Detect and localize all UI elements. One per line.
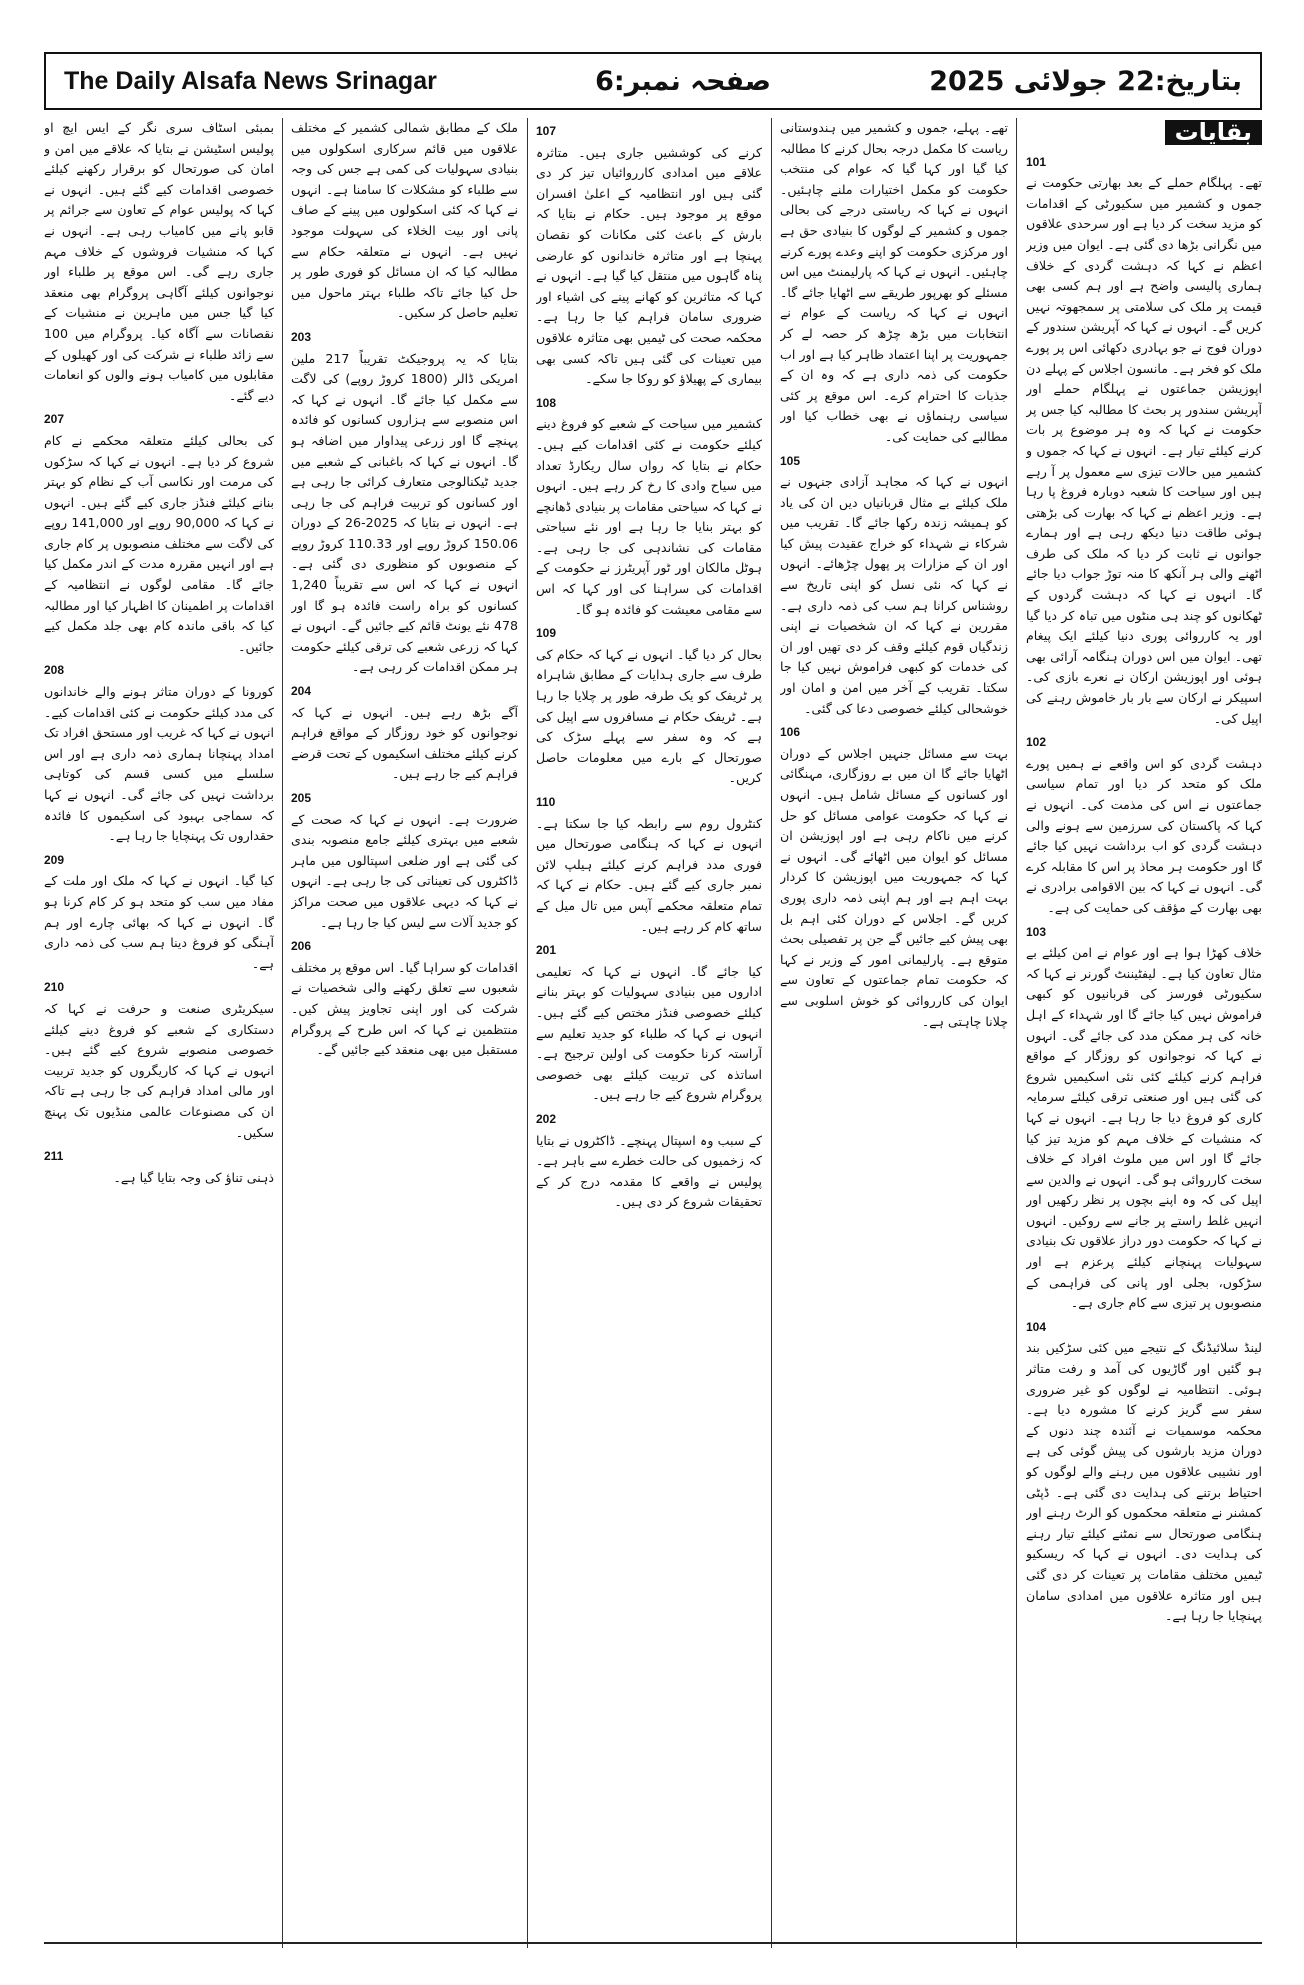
article-text: بتایا کہ یہ پروجیکٹ تقریباً 217 ملین امریکی ڈالر (1800 کروڑ روپے) کی لاگت سے مکمل کیا جائے گا۔ انہوں نے کہا کہ اس منصوبے سے ہزاروں کسانوں کو فائدہ پہنچے گا اور زرعی پیداوار میں اضافہ ہو گا۔ انہوں نے کہا کہ باغبانی کے شعبے میں جدید ٹیکنالوجی متعارف کرائی جا رہی ہے اور کسانوں کو تربیت فراہم کی جا رہی ہے۔ انہوں نے بتایا کہ 2025-26 کے دوران 150.06 کروڑ روپے اور 110.33 کروڑ روپے کے منصوبوں کو منظوری دی گئی ہے۔ انہوں نے کہا کہ اس سے تقریباً 1,240 کسانوں کو براہ راست فائدہ ہو گا اور 478 نئے یونٹ قائم کیے جائیں گے۔ انہوں نے کہا کہ زرعی شعبے کی ترقی کیلئے حکومت ہر ممکن اقدامات کر رہی ہے۔ <box>291 350 518 675</box>
article-number: 208 <box>44 663 65 678</box>
column-divider <box>771 118 772 1948</box>
article-number: 202 <box>536 1111 557 1126</box>
column-divider <box>1016 118 1017 1948</box>
column-5 <box>44 118 274 1948</box>
article-number: 203 <box>291 329 312 344</box>
article-number: 201 <box>536 943 557 958</box>
date-label: بتاریخ:22 جولائی 2025 <box>929 65 1242 97</box>
article-number: 106 <box>780 725 801 740</box>
article-text: کی بحالی کیلئے متعلقہ محکمے نے کام شروع کر دیا ہے۔ انہوں نے کہا کہ سڑکوں کی مرمت اور نکاسی آب کے نظام کو بہتر بنانے کیلئے فنڈز جاری کیے گئے ہیں۔ انہوں نے کہا کہ 90,000 روپے اور 141,000 روپے کی لاگت سے مختلف منصوبوں پر کام جاری ہے اور انہیں مقررہ مدت کے اندر مکمل کیا جائے گا۔ مقامی لوگوں نے انتظامیہ کے اقدامات پر اطمینان کا اظہار کیا اور مطالبہ کیا کہ باقی ماندہ کام بھی جلد مکمل کیے جائیں۔ <box>44 432 274 654</box>
article-text: انہوں نے کہا کہ مجاہد آزادی جنہوں نے ملک کیلئے بے مثال قربانیاں دیں ان کی یاد کو ہمیشہ زندہ رکھا جائے گا۔ تقریب میں شرکاء نے شہداء کو خراج عقیدت پیش کیا اور ان کے مزارات پر پھول چڑھائے۔ انہوں نے کہا کہ نئی نسل کو اپنی تاریخ سے روشناس کرانا ہم سب کی ذمہ داری ہے۔ مقررین نے کہا کہ ان شخصیات نے اپنی زندگیاں قوم کیلئے وقف کر دی تھیں اور ان کی خدمات کو کبھی فراموش نہیں کیا جا سکتا۔ تقریب کے آخر میں امن و امان اور خوشحالی کیلئے خصوصی دعا کی گئی۔ <box>780 474 1008 716</box>
article-number: 206 <box>291 939 312 954</box>
article-text: کے سبب وہ اسپتال پہنچے۔ ڈاکٹروں نے بتایا کہ زخمیوں کی حالت خطرے سے باہر ہے۔ پولیس نے واقعے کا مقدمہ درج کر کے تحقیقات شروع کر دی ہیں۔ <box>536 1132 762 1210</box>
column-1 <box>1026 118 1262 1948</box>
bottom-rule <box>44 1942 1262 1944</box>
article-columns <box>44 118 1262 1948</box>
article-number: 107 <box>536 124 557 138</box>
article-number: 103 <box>1026 924 1047 939</box>
column-2 <box>780 118 1008 1948</box>
article-text: تھے۔ پہلگام حملے کے بعد بھارتی حکومت نے جموں و کشمیر میں سکیورٹی کے اقدامات کو مزید سخت کر دیا ہے اور سرحدی علاقوں میں نگرانی بڑھا دی گئی ہے۔ ایوان میں وزیر اعظم نے کہا کہ دہشت گردی کے خلاف ہماری پالیسی واضح ہے اور ہم کسی بھی قیمت پر ملک کی سلامتی پر سمجھوتہ نہیں کریں گے۔ انہوں نے کہا کہ آپریشن سندور کے دوران فوج نے جو بہادری دکھائی اس پر پورے ملک کو فخر ہے۔ مانسون اجلاس کے پہلے دن اپوزیشن جماعتوں نے پہلگام حملے اور آپریشن سندور پر بحث کا مطالبہ کیا جس پر حکومت نے کہا کہ وہ ہر موضوع پر بات کرنے کیلئے تیار ہے۔ انہوں نے کہا کہ جموں و کشمیر میں حالات تیزی سے معمول پر آ رہے ہیں اور سیاحت کا شعبہ دوبارہ فروغ پا رہا ہے۔ وزیر اعظم نے کہا کہ بھارت کی بڑھتی ہوئی طاقت دنیا دیکھ رہی ہے اور ہمارے جوانوں نے ثابت کر دیا کہ ملک کی طرف اٹھنے والی ہر آنکھ کا منہ توڑ جواب دیا جائے گا۔ انہوں نے کہا کہ دہشت گردوں کے ٹھکانوں کو چند ہی منٹوں میں تباہ کر دیا گیا اور یہ کارروائی پوری دنیا کیلئے ایک پیغام تھی۔ ایوان میں اس دوران ہنگامہ آرائی بھی ہوئی اور اپوزیشن ارکان نے نعرے بازی کی۔ اسپیکر نے ارکان سے بار بار خاموش رہنے کی اپیل کی۔ <box>1026 175 1262 726</box>
column-divider <box>282 118 283 1948</box>
column-4 <box>291 118 518 1948</box>
article-number: 205 <box>291 791 312 805</box>
article-text: آگے بڑھ رہے ہیں۔ انہوں نے کہا کہ نوجوانوں کو خود روزگار کے مواقع فراہم کرنے کیلئے مختلف اسکیموں کے تحت قرضے فراہم کیے جا رہے ہیں۔ <box>291 704 518 782</box>
article-text: کنٹرول روم سے رابطہ کیا جا سکتا ہے۔ انہوں نے کہا کہ ہنگامی صورتحال میں فوری مدد فراہم کرنے کیلئے ہیلپ لائن نمبر جاری کیے گئے ہیں۔ حکام نے کہا کہ تمام متعلقہ محکمے آپس میں تال میل کے ساتھ کام کر رہے ہیں۔ <box>536 815 762 934</box>
page-number-label: صفحہ نمبر:6 <box>595 65 771 97</box>
article-text: خلاف کھڑا ہوا ہے اور عوام نے امن کیلئے بے مثال تعاون کیا ہے۔ لیفٹیننٹ گورنر نے کہا کہ سکیورٹی فورسز کی قربانیوں کو کبھی فراموش نہیں کیا جائے گا اور شہداء کے اہل خانہ کی ہر ممکن مدد کی جائے گی۔ انہوں نے کہا کہ نوجوانوں کو روزگار کے مواقع فراہم کرنے کیلئے کئی نئی اسکیمیں شروع کی گئی ہیں اور صنعتی ترقی کیلئے سرمایہ کاری کو فروغ دیا جا رہا ہے۔ انہوں نے کہا کہ منشیات کے خلاف مہم کو مزید تیز کیا جائے گا اور اس میں ملوث افراد کے خلاف سخت کارروائی ہو گی۔ انہوں نے والدین سے اپیل کی کہ وہ اپنے بچوں پر نظر رکھیں اور انہیں غلط راستے پر جانے سے روکیں۔ انہوں نے کہا کہ حکومت دور دراز علاقوں تک بنیادی سہولیات پہنچانے کیلئے پرعزم ہے اور سڑکوں، بجلی اور پانی کی فراہمی کے منصوبوں پر تیزی سے کام جاری ہے۔ <box>1026 945 1262 1311</box>
article-text: کیا جائے گا۔ انہوں نے کہا کہ تعلیمی اداروں میں بنیادی سہولیات کو بہتر بنانے کیلئے خصوصی فنڈز مختص کیے گئے ہیں۔ انہوں نے کہا کہ طلباء کو جدید تعلیم سے آراستہ کرنا حکومت کی اولین ترجیح ہے۔ اساتذہ کی تربیت کیلئے بھی خصوصی پروگرام شروع کیے جا رہے ہیں۔ <box>536 963 762 1103</box>
paper-name: The Daily Alsafa News Srinagar <box>64 66 437 95</box>
column-divider <box>527 118 528 1948</box>
article-number: 109 <box>536 626 557 641</box>
column-3 <box>536 118 762 1948</box>
article-number: 204 <box>291 684 312 699</box>
masthead <box>44 52 1262 110</box>
article-number: 209 <box>44 852 65 867</box>
article-number: 210 <box>44 980 65 995</box>
article-number: 110 <box>536 795 556 809</box>
article-text: بحال کر دیا گیا۔ انہوں نے کہا کہ حکام کی طرف سے جاری ہدایات کے مطابق شاہراہ پر ٹریفک کو یک طرفہ طور پر چلایا جا رہا ہے۔ ٹریفک حکام نے مسافروں سے اپیل کی ہے کہ وہ سفر سے پہلے سڑک کی صورتحال کے بارے میں معلومات حاصل کریں۔ <box>536 646 762 786</box>
article-number: 108 <box>536 395 557 410</box>
article-text: لینڈ سلائیڈنگ کے نتیجے میں کئی سڑکیں بند ہو گئیں اور گاڑیوں کی آمد و رفت متاثر ہوئی۔ انتظامیہ نے لوگوں کو غیر ضروری سفر سے گریز کرنے کا مشورہ دیا ہے۔ محکمہ موسمیات نے آئندہ چند دنوں کے دوران مزید بارشوں کی پیش گوئی کی ہے اور نشیبی علاقوں میں رہنے والے لوگوں کو احتیاط برتنے کی ہدایت دی گئی ہے۔ ڈپٹی کمشنر نے متعلقہ محکموں کو الرٹ رہنے اور ہنگامی صورتحال سے نمٹنے کیلئے تیار رہنے کی ہدایت دی۔ انہوں نے کہا کہ ریسکیو ٹیمیں مختلف مقامات پر تعینات کر دی گئی ہیں اور متاثرہ علاقوں میں امدادی سامان پہنچایا جا رہا ہے۔ <box>1026 1340 1262 1624</box>
article-number: 207 <box>44 412 65 427</box>
article-text: کشمیر میں سیاحت کے شعبے کو فروغ دینے کیلئے حکومت نے کئی اقدامات کیے ہیں۔ حکام نے بتایا کہ رواں سال ریکارڈ تعداد میں سیاح وادی کا رخ کر رہے ہیں۔ انہوں نے کہا کہ سیاحتی مقامات پر بنیادی ڈھانچے کو بہتر بنایا جا رہا ہے اور نئے سیاحتی مقامات کی نشاندہی کی جا رہی ہے۔ ہوٹل مالکان اور ٹور آپریٹرز نے حکومت کے اقدامات کی سراہنا کی اور کہا کہ اس سے مقامی معیشت کو فائدہ ہو گا۔ <box>536 416 762 617</box>
article-text: دہشت گردی کو اس واقعے نے ہمیں پورے ملک کو متحد کر دیا اور تمام سیاسی جماعتوں نے اس کی مذمت کی۔ انہوں نے کہا کہ پاکستان کی سرزمین سے ہونے والی دہشت گردی کو اب برداشت نہیں کیا جائے گا اور حکومت ہر محاذ پر اس کا مقابلہ کرے گی۔ انہوں نے کہا کہ بین الاقوامی برادری نے بھی بھارت کے مؤقف کی حمایت کی ہے۔ <box>1026 755 1262 915</box>
article-text: ضرورت ہے۔ انہوں نے کہا کہ صحت کے شعبے میں بہتری کیلئے جامع منصوبہ بندی کی گئی ہے اور ضلعی اسپتالوں میں ماہر ڈاکٹروں کی تعیناتی کی جا رہی ہے۔ انہوں نے کہا کہ دیہی علاقوں میں صحت مراکز کو جدید آلات سے لیس کیا جا رہا ہے۔ <box>291 811 518 930</box>
article-text: بہت سے مسائل جنہیں اجلاس کے دوران اٹھایا جائے گا ان میں بے روزگاری، مہنگائی اور کسانوں کے مسائل شامل ہیں۔ انہوں نے کہا کہ حکومت عوامی مسائل کو حل کرنے میں ناکام رہی ہے اور اپوزیشن ان مسائل کو ایوان میں اٹھائے گی۔ انہوں نے کہا کہ جمہوریت میں اپوزیشن کا کردار بہت اہم ہے اور ہم اپنی ذمہ داری پوری کریں گے۔ اجلاس کے دوران کئی اہم بل بھی پیش کیے جائیں گے جن پر تفصیلی بحث متوقع ہے۔ پارلیمانی امور کے وزیر نے کہا کہ حکومت تمام جماعتوں کے تعاون سے ایوان کی کارروائی کو خوش اسلوبی سے چلانا چاہتی ہے۔ <box>780 745 1008 1029</box>
article-number: 211 <box>44 1149 64 1164</box>
article-text: کیا گیا۔ انہوں نے کہا کہ ملک اور ملت کے مفاد میں سب کو متحد ہو کر کام کرنا ہو گا۔ انہوں نے کہا کہ بھائی چارے اور ہم آہنگی کو فروغ دینا ہم سب کی ذمہ داری ہے۔ <box>44 873 274 971</box>
article-text: ذہنی تناؤ کی وجہ بتایا گیا ہے۔ <box>113 1169 274 1185</box>
article-text: سیکریٹری صنعت و حرفت نے کہا کہ دستکاری کے شعبے کو فروغ دینے کیلئے خصوصی منصوبے شروع کیے گئے ہیں۔ انہوں نے کہا کہ کاریگروں کو جدید تربیت اور مالی امداد فراہم کی جا رہی ہے تاکہ ان کی مصنوعات عالمی منڈیوں تک پہنچ سکیں۔ <box>44 1000 274 1140</box>
article-text: بمبئی اسٹاف سری نگر کے ایس ایچ او پولیس اسٹیشن نے بتایا کہ علاقے میں امن و امان کی صورتحال کو برقرار رکھنے کیلئے خصوصی اقدامات کیے گئے ہیں۔ انہوں نے کہا کہ پولیس عوام کے تعاون سے جرائم پر قابو پانے میں کامیاب رہی ہے۔ انہوں نے کہا کہ منشیات فروشوں کے خلاف مہم جاری رہے گی۔ اس موقع پر طلباء اور نوجوانوں کیلئے آگاہی پروگرام بھی منعقد کیا گیا جس میں ماہرین نے منشیات کے نقصانات سے آگاہ کیا۔ پروگرام میں 100 سے زائد طلباء نے شرکت کی اور کھیلوں کے مقابلوں میں کامیاب ہونے والوں کو انعامات دیے گئے۔ <box>44 120 274 403</box>
article-text: کرنے کی کوششیں جاری ہیں۔ متاثرہ علاقے میں امدادی کارروائیاں تیز کر دی گئی ہیں اور انتظامیہ کے اعلیٰ افسران موقع پر موجود ہیں۔ حکام نے بتایا کہ بارش کے باعث کئی مکانات کو نقصان پہنچا ہے اور متاثرہ خاندانوں کو عارضی پناہ گاہوں میں منتقل کیا گیا ہے۔ انہوں نے کہا کہ متاثرین کو کھانے پینے کی اشیاء اور ضروری سامان فراہم کیا جا رہا ہے۔ محکمہ صحت کی ٹیمیں بھی متاثرہ علاقوں میں تعینات کی گئی ہیں تاکہ کسی بھی بیماری کے پھیلاؤ کو روکا جا سکے۔ <box>536 144 762 387</box>
article-number: 105 <box>780 453 801 468</box>
newspaper-page <box>44 44 1262 1949</box>
article-text: ملک کے مطابق شمالی کشمیر کے مختلف علاقوں میں قائم سرکاری اسکولوں میں بنیادی سہولیات کی کمی ہے جس کی وجہ سے طلباء کو مشکلات کا سامنا ہے۔ انہوں نے کہا کہ کئی اسکولوں میں پینے کے صاف پانی اور بیت الخلاء کی سہولت موجود نہیں ہے۔ انہوں نے متعلقہ حکام سے مطالبہ کیا کہ ان مسائل کو فوری طور پر حل کیا جائے تاکہ طلباء بہتر ماحول میں تعلیم حاصل کر سکیں۔ <box>291 120 518 321</box>
article-number: 101 <box>1026 154 1047 169</box>
article-text: کورونا کے دوران متاثر ہونے والے خاندانوں کی مدد کیلئے حکومت نے کئی اقدامات کیے۔ انہوں نے کہا کہ غریب اور مستحق افراد تک امداد پہنچانا ہماری ذمہ داری ہے اور اس سلسلے میں کسی قسم کی کوتاہی برداشت نہیں کی جائے گی۔ انہوں نے کہا کہ سماجی بہبود کی اسکیموں کا فائدہ حقداروں تک پہنچایا جا رہا ہے۔ <box>44 684 274 844</box>
section-heading: بقایات <box>1165 120 1262 145</box>
article-number: 102 <box>1026 735 1047 750</box>
article-text: اقدامات کو سراہا گیا۔ اس موقع پر مختلف شعبوں سے تعلق رکھنے والی شخصیات نے شرکت کی اور اپنی تجاویز پیش کیں۔ منتظمین نے کہا کہ اس طرح کے پروگرام مستقبل میں بھی منعقد کیے جائیں گے۔ <box>291 959 518 1058</box>
article-number: 104 <box>1026 1319 1047 1334</box>
article-text: تھے۔ پہلے، جموں و کشمیر میں ہندوستانی ریاست کا مکمل درجہ بحال کرنے کا مطالبہ کیا گیا اور کہا گیا کہ عوام کی منتخب حکومت کو مکمل اختیارات ملنے چاہئیں۔ انہوں نے کہا کہ ریاستی درجے کی بحالی جموں و کشمیر کے لوگوں کا بنیادی حق ہے اور مرکزی حکومت کو اپنے وعدے پورے کرنے چاہئیں۔ انہوں نے کہا کہ پارلیمنٹ میں اس مسئلے کو بھرپور طریقے سے اٹھایا جائے گا۔ انہوں نے کہا کہ ریاست کے عوام نے انتخابات میں بڑھ چڑھ کر حصہ لے کر جمہوریت پر اپنا اعتماد ظاہر کیا ہے اور اب حکومت کی ذمہ داری ہے کہ وہ ان کے جذبات کا احترام کرے۔ اس موقع پر کئی سیاسی رہنماؤں نے بھی خطاب کیا اور مطالبے کی حمایت کی۔ <box>780 120 1008 444</box>
